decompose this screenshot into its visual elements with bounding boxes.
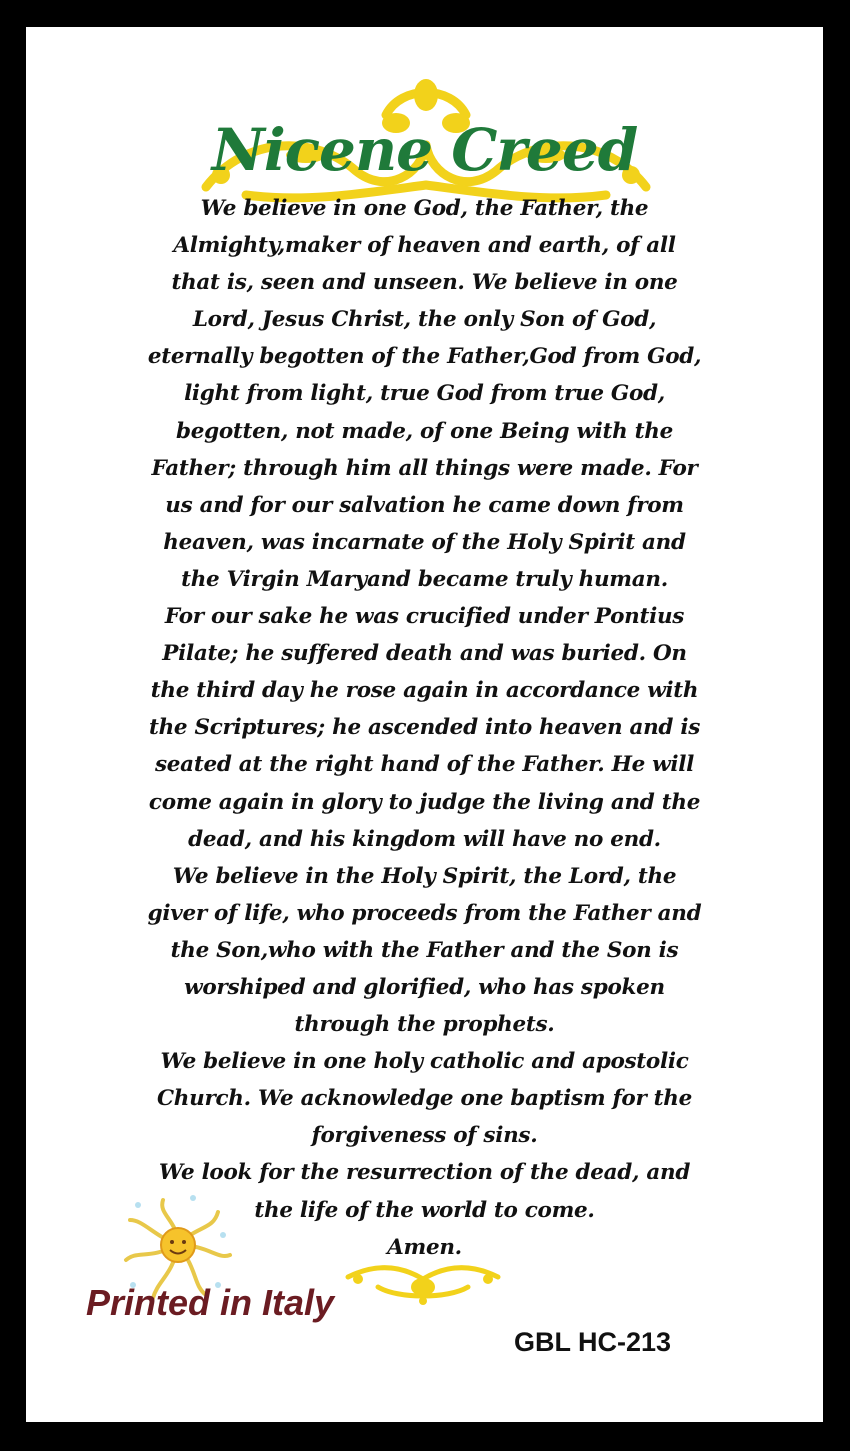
- text-line: Pilate; he suffered death and was buried. On: [162, 641, 687, 667]
- text-line: heaven, was incarnate of the Holy Spirit and: [163, 529, 686, 555]
- text-line: Church. We acknowledge one baptism for the: [156, 1086, 693, 1112]
- prayer-card: [26, 27, 823, 1422]
- text-line: the third day he rose again in accordance with: [150, 678, 699, 704]
- creed-text: [66, 190, 783, 1266]
- text-line: Almighty,maker of heaven and earth, of all: [173, 233, 676, 259]
- text-line: For our sake he was crucified under Pontius: [164, 604, 685, 630]
- flourish-icon: [338, 1237, 508, 1307]
- text-line: through the prophets.: [294, 1012, 555, 1038]
- text-line: the Scriptures; he ascended into heaven and is: [148, 715, 701, 741]
- text-line: that is, seen and unseen. We believe in one: [171, 270, 678, 296]
- text-line: We believe in one holy catholic and apostolic: [160, 1049, 689, 1075]
- text-line: Father; through him all things were made. For: [151, 455, 698, 481]
- text-line: We believe in one God, the Father, the: [200, 196, 649, 221]
- text-line: us and for our salvation he came down from: [165, 492, 684, 518]
- text-line: seated at the right hand of the Father. He will: [155, 752, 694, 778]
- text-line: come again in glory to judge the living and the: [148, 789, 701, 815]
- text-line: eternally begotten of the Father,God from God,: [147, 344, 702, 370]
- text-line: forgiveness of sins.: [311, 1123, 538, 1149]
- text-line: begotten, not made, of one Being with the: [175, 418, 674, 444]
- text-line: light from light, true God from true God,: [184, 381, 665, 407]
- text-line: Lord, Jesus Christ, the only Son of God,: [192, 307, 657, 333]
- amen-line: Amen.: [387, 1234, 462, 1260]
- text-line: We believe in the Holy Spirit, the Lord, the: [172, 863, 677, 889]
- text-line: the Son,who with the Father and the Son is: [170, 937, 679, 963]
- text-line: We look for the resurrection of the dead, and: [158, 1160, 691, 1186]
- product-code: GBL HC-213: [514, 1327, 672, 1357]
- text-line: the Virgin Maryand became truly human.: [181, 566, 668, 592]
- text-line: worshiped and glorified, who has spoken: [184, 974, 665, 1000]
- text-line: the life of the world to come.: [254, 1197, 595, 1223]
- text-line: dead, and his kingdom will have no end.: [188, 826, 661, 852]
- printed-label: Printed in Italy: [86, 1282, 335, 1323]
- text-line: giver of life, who proceeds from the Father and: [147, 900, 702, 926]
- page-title: Nicene Creed: [211, 116, 638, 184]
